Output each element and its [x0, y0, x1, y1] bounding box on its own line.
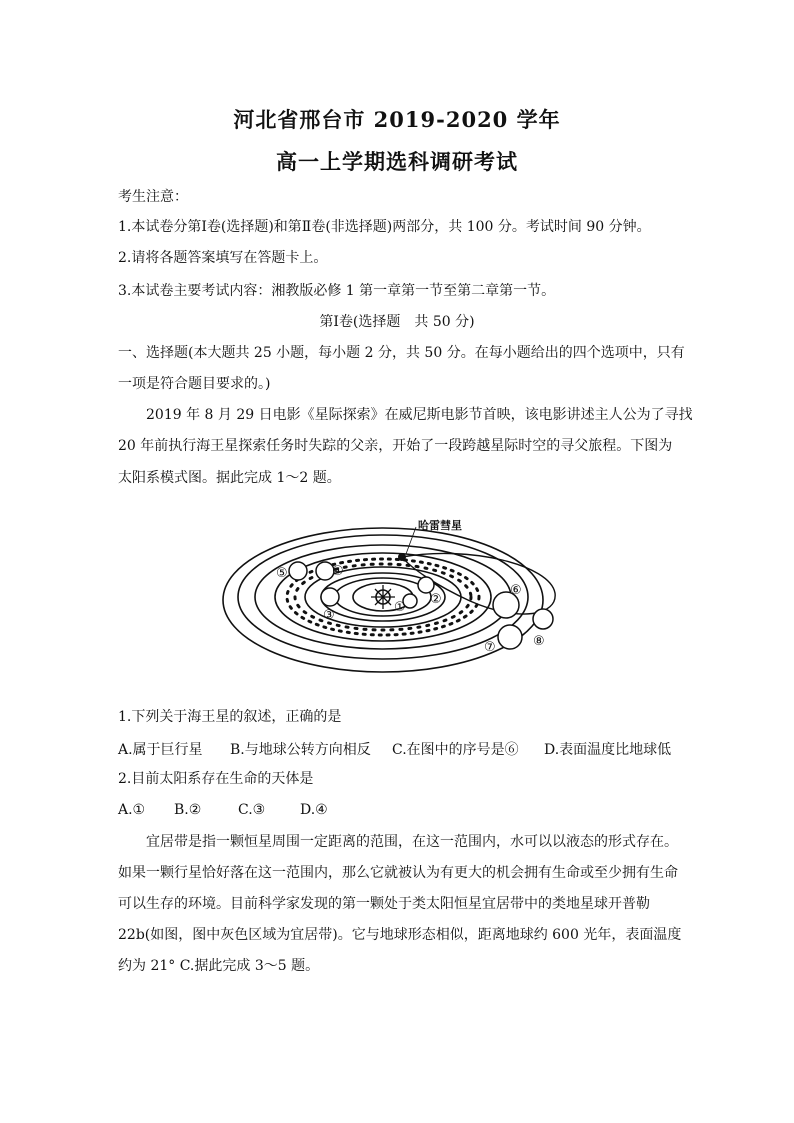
comet-label: 哈雷彗星: [418, 519, 462, 532]
passage2-line2: 如果一颗行星恰好落在这一范围内，那么它就被认为有更大的机会拥有生命或至少拥有生命: [118, 865, 678, 881]
planet-label-1: ①: [394, 600, 406, 615]
section-title: 第Ⅰ卷(选择题 共 50 分): [319, 314, 475, 330]
planet-label-7: ⑦: [484, 640, 496, 655]
planet-2: [418, 577, 434, 593]
exam-title-line2: 高一上学期选科调研考试: [276, 149, 518, 174]
solar-system-diagram: [220, 505, 580, 675]
passage1-line1: 2019 年 8 月 29 日电影《星际探索》在威尼斯电影节首映，该电影讲述主人公为了寻找: [146, 407, 693, 423]
passage1-line3: 太阳系模式图。据此完成 1～2 题。: [118, 470, 341, 486]
q2-option-d: D.④: [300, 802, 328, 818]
sun-icon: [371, 585, 395, 609]
exam-title-line1: 河北省邢台市 2019-2020 学年: [233, 107, 561, 132]
notice-item-3: 3.本试卷主要考试内容：湘教版必修 1 第一章第一节至第二章第一节。: [118, 283, 556, 299]
passage2-line3: 可以生存的环境。目前科学家发现的第一颗处于类太阳恒星宜居带中的类地星球开普勒: [118, 896, 650, 912]
question-2-stem: 2.目前太阳系存在生命的天体是: [118, 771, 314, 787]
q1-option-c: C.在图中的序号是⑥: [392, 742, 519, 758]
comet-pointer: [406, 527, 416, 554]
section-instruction-line1: 一、选择题(本大题共 25 小题，每小题 2 分，共 50 分。在每小题给出的四个选项中，只有: [118, 345, 685, 361]
question-1-options: [118, 739, 671, 759]
q1-option-a: A.属于巨行星: [118, 742, 203, 758]
planet-label-5: ⑤: [276, 566, 288, 581]
question-1-stem: 1.下列关于海王星的叙述，正确的是: [118, 709, 342, 725]
planet-label-3: ③: [323, 608, 335, 623]
passage2-line5: 约为 21° C.据此完成 3～5 题。: [118, 958, 320, 974]
halley-comet-icon: [398, 553, 406, 561]
notice-item-1: 1.本试卷分第Ⅰ卷(选择题)和第Ⅱ卷(非选择题)两部分，共 100 分。考试时间 90 分钟。: [118, 219, 651, 235]
planet-8: [533, 609, 553, 629]
notice-item-2: 2.请将各题答案填写在答题卡上。: [118, 250, 328, 266]
planet-label-6: ⑥: [510, 583, 522, 598]
q2-option-a: A.①: [118, 802, 146, 818]
passage1-line2: 20 年前执行海王星探索任务时失踪的父亲，开始了一段跨越星际时空的寻父旅程。下图为: [118, 438, 673, 454]
q1-option-d: D.表面温度比地球低: [544, 742, 672, 758]
planet-3: [321, 588, 339, 606]
planet-label-8: ⑧: [533, 634, 545, 649]
q1-option-b: B.与地球公转方向相反: [230, 742, 371, 758]
notice-heading: 考生注意：: [118, 189, 188, 205]
q2-option-c: C.③: [238, 802, 266, 818]
question-2-options: [118, 802, 328, 818]
planet-7: [498, 625, 522, 649]
q2-option-b: B.②: [174, 802, 202, 818]
passage2-line1: 宜居带是指一颗恒星周围一定距离的范围，在这一范围内，水可以以液态的形式存在。: [146, 834, 678, 850]
planet-label-4: ④: [332, 564, 344, 579]
planet-label-2: ②: [430, 592, 442, 607]
planet-5: [289, 562, 307, 580]
section-instruction-line2: 一项是符合题目要求的。): [118, 376, 271, 392]
passage2-line4: 22b(如图，图中灰色区域为宜居带)。它与地球形态相似，距离地球约 600 光年，表面温度: [118, 927, 682, 943]
